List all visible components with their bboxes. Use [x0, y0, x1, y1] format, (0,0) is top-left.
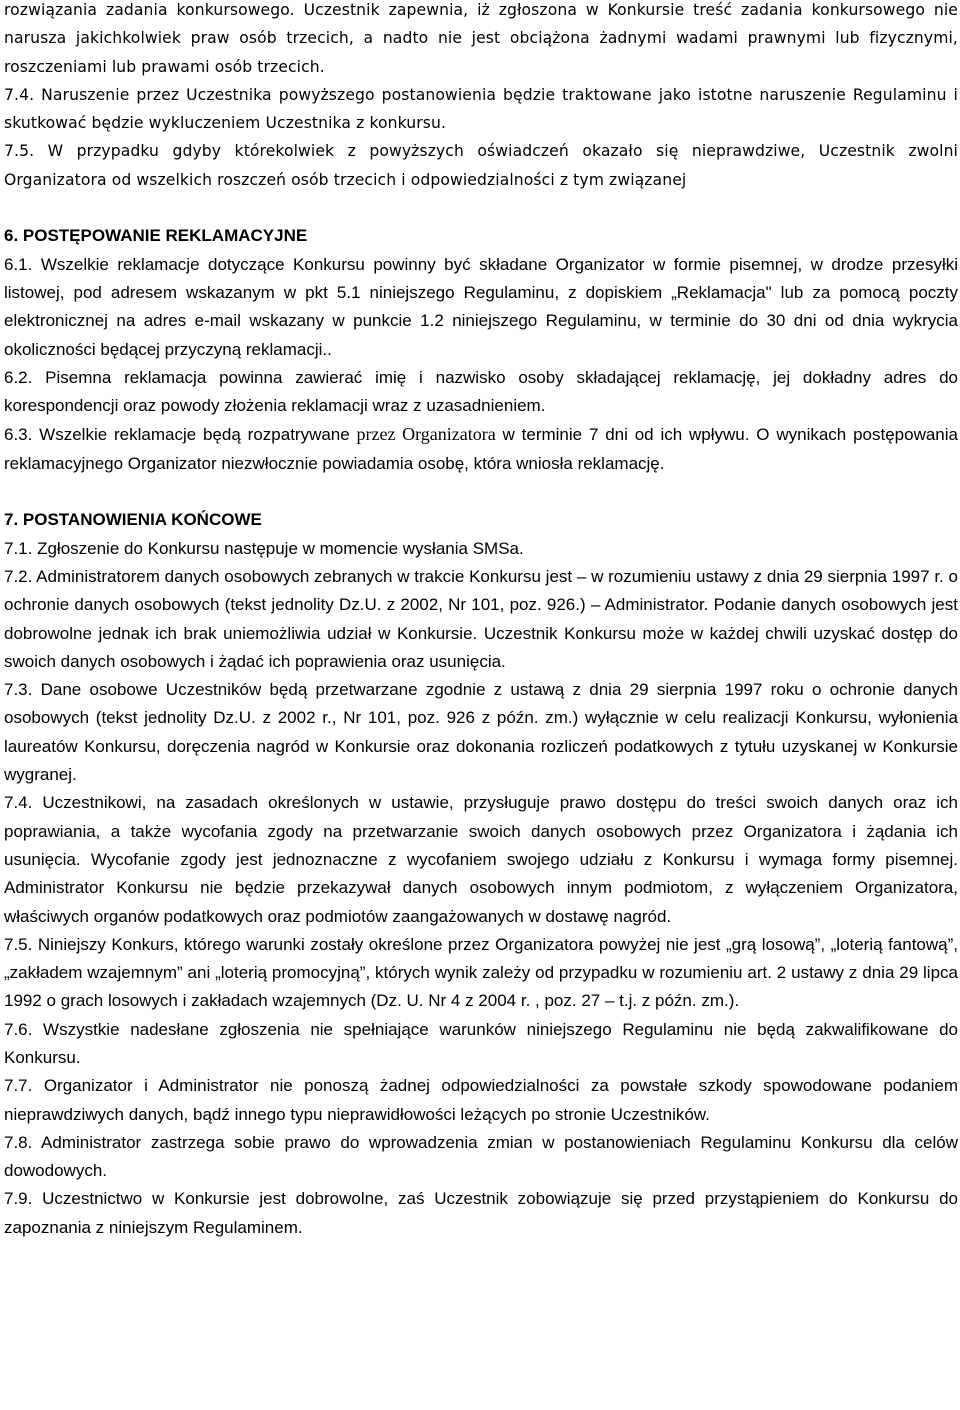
spacer: [4, 194, 958, 222]
paragraph-6-3-serif: przez Organizatora: [356, 424, 496, 445]
section-heading-7: 7. POSTANOWIENIA KOŃCOWE: [4, 510, 262, 530]
paragraph-7-5-second: 7.5. Niniejszy Konkurs, którego warunki zostały określone przez Organizatora powyżej nie jest „grą losową”, „loterią fantową”, „zakładem wzajemnym” ani „loterią promocyjną”, których wynik zależy od przypadku w rozumieniu art. 2 ustawy z dnia 29 lipca 1992 o grach losowych i zakładach wzajemnych (Dz. U. Nr 4 z 2004 r. , poz. 27 – t.j. z późn. zm.).: [4, 934, 958, 1011]
section-heading-6: 6. POSTĘPOWANIE REKLAMACYJNE: [4, 226, 308, 246]
paragraph-6-1: 6.1. Wszelkie reklamacje dotyczące Konkursu powinny być składane Organizator w formie pisemnej, w drodze przesyłki listowej, pod adresem wskazanym w pkt 5.1 niniejszego Regulaminu, z dopiskiem „Reklamacja" lub za pomocą poczty elektronicznej na adres e-mail wskazany w punkcie 1.2 niniejszego Regulaminu, w terminie do 30 dni od dnia wykrycia okoliczności będącej przyczyną reklamacji..: [4, 254, 958, 359]
paragraph-7-3: 7.3. Dane osobowe Uczestników będą przetwarzane zgodnie z ustawą z dnia 29 sierpnia 1997 roku o ochronie danych osobowych (tekst jednolity Dz.U. z 2002 r., Nr 101, poz. 926 z późn. zm.) wyłącznie w celu realizacji Konkursu, wyłonienia laureatów Konkursu, doręczenia nagród w Konkursie oraz dokonania rozliczeń podatkowych z tytułu uzyskanej w Konkursie wygranej.: [4, 680, 958, 785]
regulation-document: [4, 0, 958, 1242]
paragraph-7-7: 7.7. Organizator i Administrator nie ponoszą żadnej odpowiedzialności za powstałe szkody spowodowane podaniem nieprawdziwych danych, bądź innego typu nieprawidłowości leżących po stronie Uczestników.: [4, 1076, 958, 1124]
paragraph-7-4-second: 7.4. Uczestnikowi, na zasadach określonych w ustawie, przysługuje prawo dostępu do treści swoich danych oraz ich poprawiania, a także wycofania zgody na przetwarzanie swoich danych osobowych przez Organizatora i żądania ich usunięcia. Wycofanie zgody jest jednoznaczne z wycofaniem swojego udziału z Konkursu i wymaga formy pisemnej. Administrator Konkursu nie będzie przekazywał danych osobowych innym podmiotom, z wyłączeniem Organizatora, właściwych organów podatkowych oraz podmiotów zaangażowanych w dostawę nagród.: [4, 793, 958, 926]
paragraph-6-2: 6.2. Pisemna reklamacja powinna zawierać imię i nazwisko osoby składającej reklamację, jej dokładny adres do korespondencji oraz powody złożenia reklamacji wraz z uzasadnieniem.: [4, 367, 958, 416]
paragraph-6-3-end: w terminie 7 dni od ich wpływu. O wynikach postępowania reklamacyjnego Organizator niezwłocznie powiadamia osobę, która wniosła reklamację.: [4, 425, 958, 473]
paragraph-7-9: 7.9. Uczestnictwo w Konkursie jest dobrowolne, zaś Uczestnik zobowiązuje się przed przystąpieniem do Konkursu do zapoznania z niniejszym Regulaminem.: [4, 1189, 958, 1237]
paragraph-7-4-first: 7.4. Naruszenie przez Uczestnika powyższego postanowienia będzie traktowane jako istotne naruszenie Regulaminu i skutkować będzie wykluczeniem Uczestnika z konkursu.: [4, 85, 958, 133]
paragraph-7-5-first: 7.5. W przypadku gdyby którekolwiek z powyższych oświadczeń okazało się nieprawdziwe, Uczestnik zwolni Organizatora od wszelkich roszczeń osób trzecich i odpowiedzialności z tym związanej: [4, 142, 958, 189]
paragraph-7-1: 7.1. Zgłoszenie do Konkursu następuje w momencie wysłania SMSa.: [4, 538, 524, 558]
paragraph-6-3: [4, 420, 958, 478]
paragraph-intro: rozwiązania zadania konkursowego. Uczestnik zapewnia, iż zgłoszona w Konkursie treść zadania konkursowego nie narusza jakichkolwiek praw osób trzecich, a nadto nie jest obciążona żadnymi wadami prawnymi lub fizycznymi, roszczeniami lub prawami osób trzecich.: [4, 1, 958, 76]
paragraph-7-8: 7.8. Administrator zastrzega sobie prawo do wprowadzenia zmian w postanowieniach Regulaminu Konkursu dla celów dowodowych.: [4, 1132, 958, 1181]
paragraph-7-2: 7.2. Administratorem danych osobowych zebranych w trakcie Konkursu jest – w rozumieniu ustawy z dnia 29 sierpnia 1997 r. o ochronie danych osobowych (tekst jednolity Dz.U. z 2002, Nr 101, poz. 926.) – Administrator. Podanie danych osobowych jest dobrowolne jednak ich brak uniemożliwia udział w Konkursie. Uczestnik Konkursu może w każdej chwili uzyskać dostęp do swoich danych osobowych i żądać ich poprawienia oraz usunięcia.: [4, 566, 958, 671]
paragraph-7-6: 7.6. Wszystkie nadesłane zgłoszenia nie spełniające warunków niniejszego Regulaminu nie będą zakwalifikowane do Konkursu.: [4, 1019, 958, 1067]
paragraph-6-3-start: 6.3. Wszelkie reklamacje będą rozpatrywane: [4, 425, 357, 445]
spacer: [4, 478, 958, 506]
